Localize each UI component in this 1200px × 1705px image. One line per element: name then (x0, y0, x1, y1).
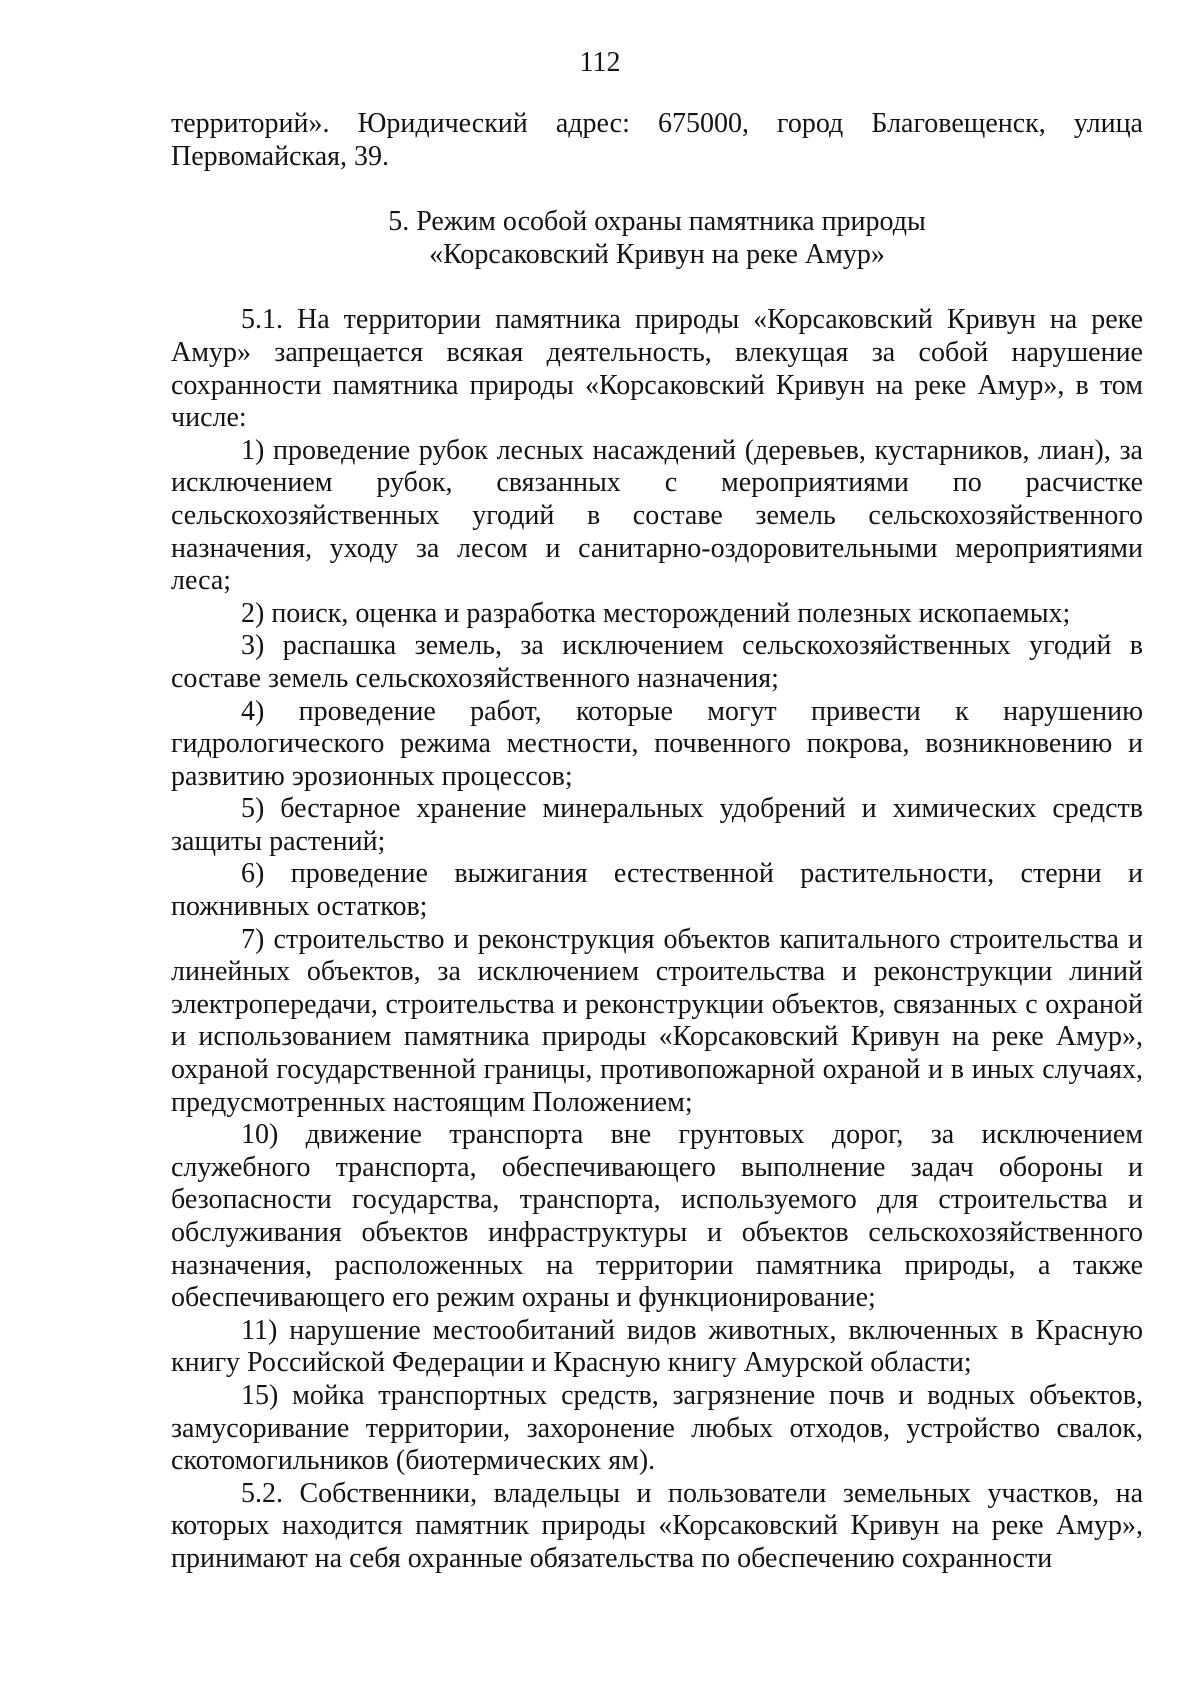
section-heading-line-1: 5. Режим особой охраны памятника природы (388, 206, 926, 238)
list-item-5: 5) бестарное хранение минеральных удобрений и химических средств защиты растений; (171, 793, 1143, 857)
document-body (171, 108, 1143, 1576)
list-item-7: 7) строительство и реконструкция объектов капитального строительства и линейных объектов, за исключением строительства и реконструкции линий электропередачи, строительства и реконструкции объектов, связанных с охраной и использованием памятника природы «Корсаковский Кривун на реке Амур», охраной государственной границы, противопожарной охраной и в иных случаях, предусмотренных настоящим Положением; (171, 923, 1143, 1118)
list-item-11: 11) нарушение местообитаний видов животных, включенных в Красную книгу Российской Федерации и Красную книгу Амурской области; (171, 1314, 1143, 1379)
paragraph-5-2: 5.2. Собственники, владельцы и пользователи земельных участков, на которых находится памятник природы «Корсаковский Кривун на реке Амур», принимают на себя охранные обязательства по обеспечению сохранности (171, 1477, 1143, 1574)
list-item-1: 1) проведение рубок лесных насаждений (деревьев, кустарников, лиан), за исключением рубок, связанных с мероприятиями по расчистке сельскохозяйственных угодий в составе земель сельскохозяйственного назначения, уходу за лесом и санитарно-оздоровительными мероприятиями леса; (171, 434, 1143, 597)
list-item-3: 3) распашка земель, за исключением сельскохозяйственных угодий в составе земель сельскохозяйственного назначения; (171, 630, 1143, 694)
paragraph-5-1: 5.1. На территории памятника природы «Корсаковский Кривун на реке Амур» запрещается всякая деятельность, влекущая за собой нарушение сохранности памятника природы «Корсаковский Кривун на реке Амур», в том числе: (171, 304, 1143, 434)
intro-paragraph: территорий». Юридический адрес: 675000, город Благовещенск, улица Первомайская, 39. (171, 108, 1143, 172)
list-item-10: 10) движение транспорта вне грунтовых дорог, за исключением служебного транспорта, обеспечивающего выполнение задач обороны и безопасности государства, транспорта, используемого для строительства и обслуживания объектов инфраструктуры и объектов сельскохозяйственного назначения, расположенных на территории памятника природы, а также обеспечивающего его режим охраны и функционирование; (171, 1119, 1143, 1314)
list-item-6: 6) проведение выжигания естественной растительности, стерни и пожнивных остатков; (171, 858, 1143, 923)
section-heading (171, 206, 1143, 271)
list-item-4: 4) проведение работ, которые могут привести к нарушению гидрологического режима местности, почвенного покрова, возникновению и развитию эрозионных процессов; (171, 695, 1143, 792)
list-item-2: 2) поиск, оценка и разработка месторождений полезных ископаемых; (241, 597, 1071, 629)
page-number: 112 (579, 47, 621, 78)
section-heading-line-2: «Корсаковский Кривун на реке Амур» (429, 238, 885, 270)
list-item-15: 15) мойка транспортных средств, загрязнение почв и водных объектов, замусоривание территории, захоронение любых отходов, устройство свалок, скотомогильников (биотермических ям). (171, 1379, 1143, 1477)
